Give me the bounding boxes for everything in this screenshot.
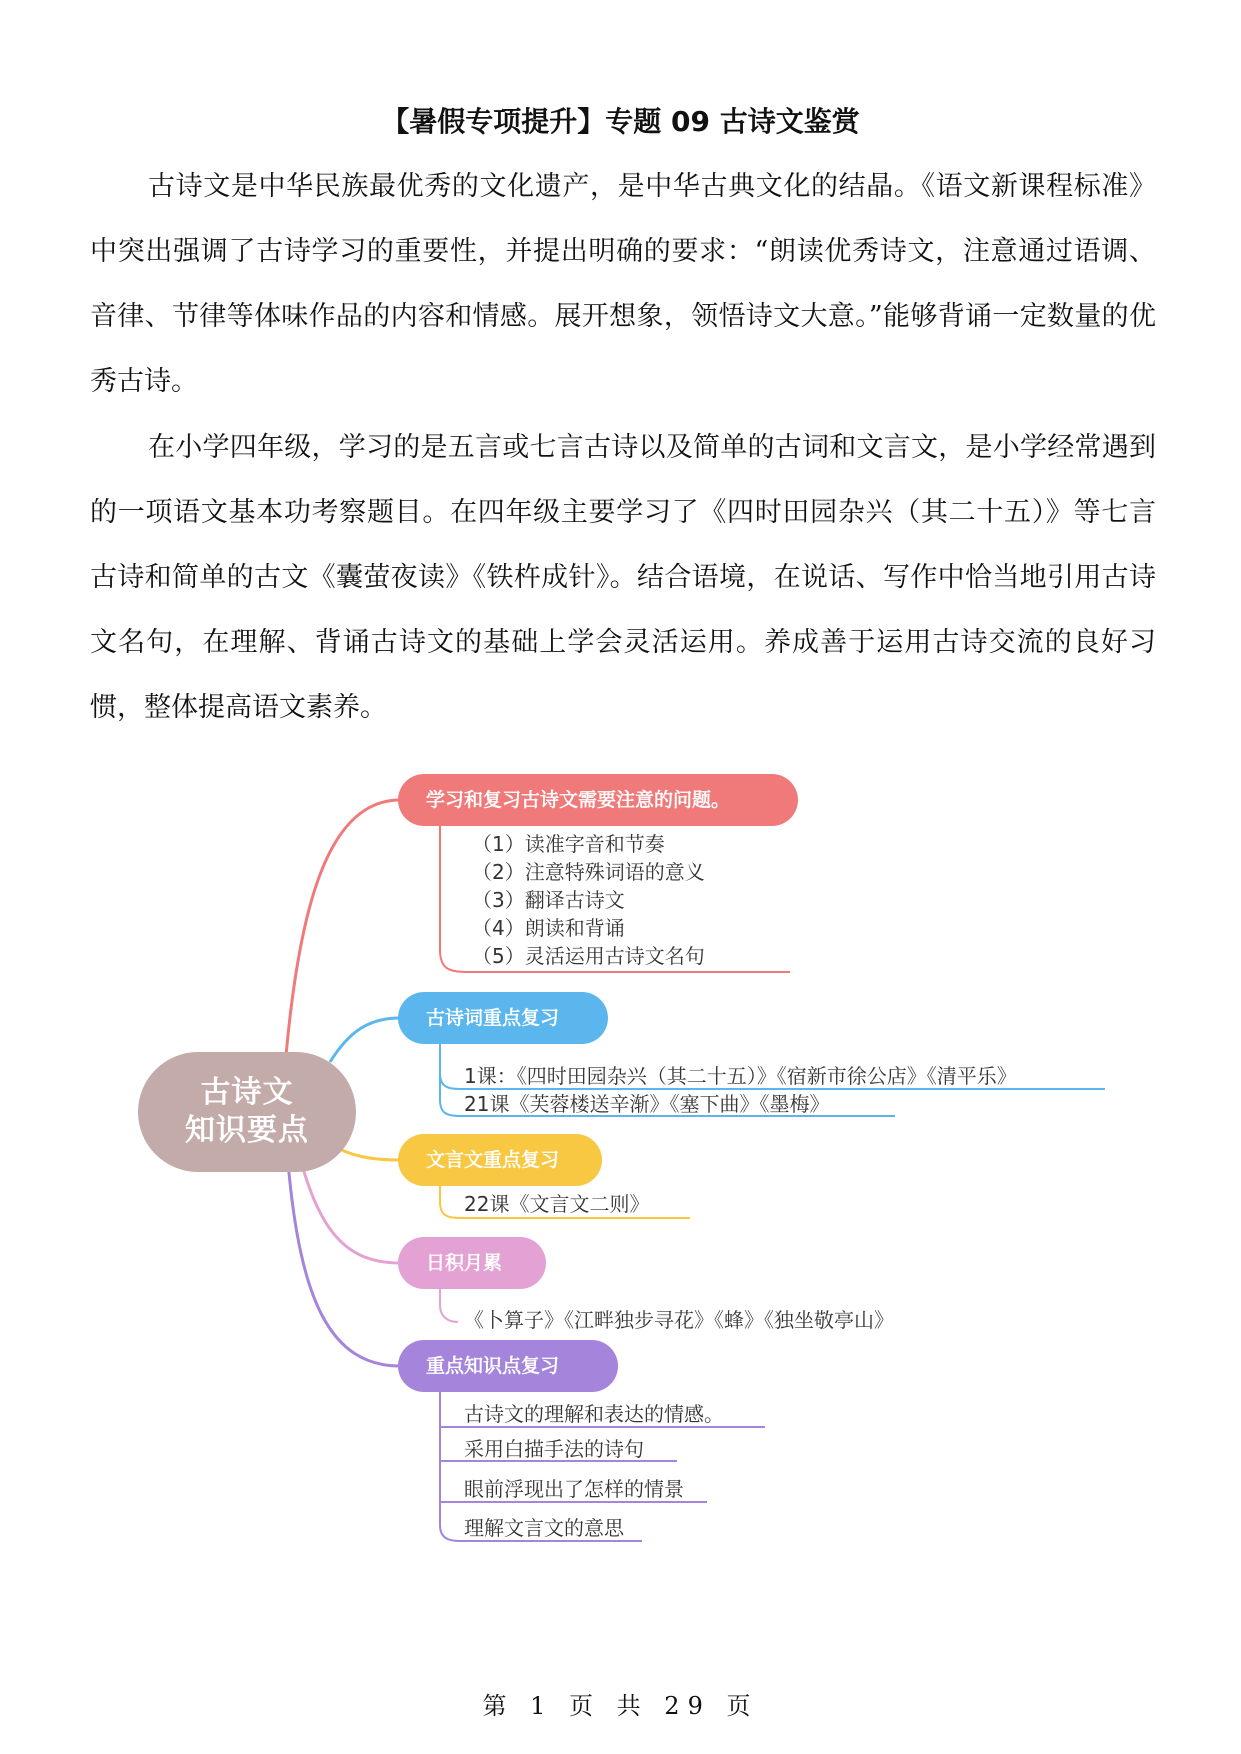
branch-1-item-4: （4）朗读和背诵: [472, 916, 625, 940]
branch-pill-5: 重点知识点复习: [398, 1340, 618, 1392]
branch-pill-1: 学习和复习古诗文需要注意的问题。: [398, 774, 798, 826]
connector-branch-2: [330, 1018, 400, 1062]
branch-1-item-1: （1）读准字音和节奏: [472, 832, 665, 856]
branch-4-item-1: 《卜算子》《江畔独步寻花》《蜂》《独坐敬亭山》: [464, 1308, 894, 1332]
branch-5-item-1: 古诗文的理解和表达的情感。: [464, 1402, 724, 1426]
branch-5-item-2: 采用白描手法的诗句: [464, 1437, 644, 1461]
center-line-1: 古诗文: [200, 1075, 294, 1110]
branch-1-item-5: （5）灵活运用古诗文名句: [472, 944, 705, 968]
document-title: 【暑假专项提升】专题 09 古诗文鉴赏: [381, 105, 860, 138]
intro-paragraph-2: 在小学四年级，学习的是五言或七言古诗以及简单的古词和文言文，是小学经常遇到的一项语文基本功考察题目。在四年级主要学习了《四时田园杂兴（其二十五）》等七言古诗和简单的古文《囊萤夜读》《铁杵成针》。结合语境，在说话、写作中恰当地引用古诗文名句，在理解、背诵古诗文的基础上学会灵活运用。养成善于运用古诗交流的良好习惯，整体提高语文素养。: [90, 432, 1156, 723]
branch-4-bracket: [440, 1289, 458, 1322]
branch-2-item-2: 21课《芙蓉楼送辛渐》《塞下曲》《墨梅》: [464, 1092, 830, 1116]
branch-1-item-3: （3）翻译古诗文: [472, 888, 625, 912]
branch-5-item-3: 眼前浮现出了怎样的情景: [464, 1477, 684, 1501]
center-line-2: 知识要点: [185, 1113, 309, 1148]
connector-branch-4: [300, 1158, 400, 1263]
connector-branch-1: [286, 800, 400, 1056]
connector-branch-5: [288, 1162, 400, 1366]
branch-2-item-1: 1课：《四时田园杂兴（其二十五）》《宿新市徐公店》《清平乐》: [464, 1064, 1017, 1088]
branch-3-item-1: 22课《文言文二则》: [464, 1192, 650, 1216]
intro-paragraph-1: 古诗文是中华民族最优秀的文化遗产，是中华古典文化的结晶。《语文新课程标准》中突出强调了古诗学习的重要性，并提出明确的要求：“朗读优秀诗文，注意通过语调、音律、节律等体味作品的内容和情感。展开想象，领悟诗文大意。”能够背诵一定数量的优秀古诗。: [90, 171, 1156, 397]
mindmap: [0, 760, 1241, 1640]
page-footer: 第 1 页 共 29 页: [482, 1692, 759, 1720]
branch-pill-4: 日积月累: [398, 1237, 546, 1289]
branch-pill-2: 古诗词重点复习: [398, 992, 608, 1044]
branch-5-item-4: 理解文言文的意思: [464, 1516, 624, 1540]
branch-1-item-2: （2）注意特殊词语的意义: [472, 860, 705, 884]
mindmap-center-node: [138, 1052, 356, 1172]
branch-pill-3: 文言文重点复习: [398, 1134, 602, 1186]
